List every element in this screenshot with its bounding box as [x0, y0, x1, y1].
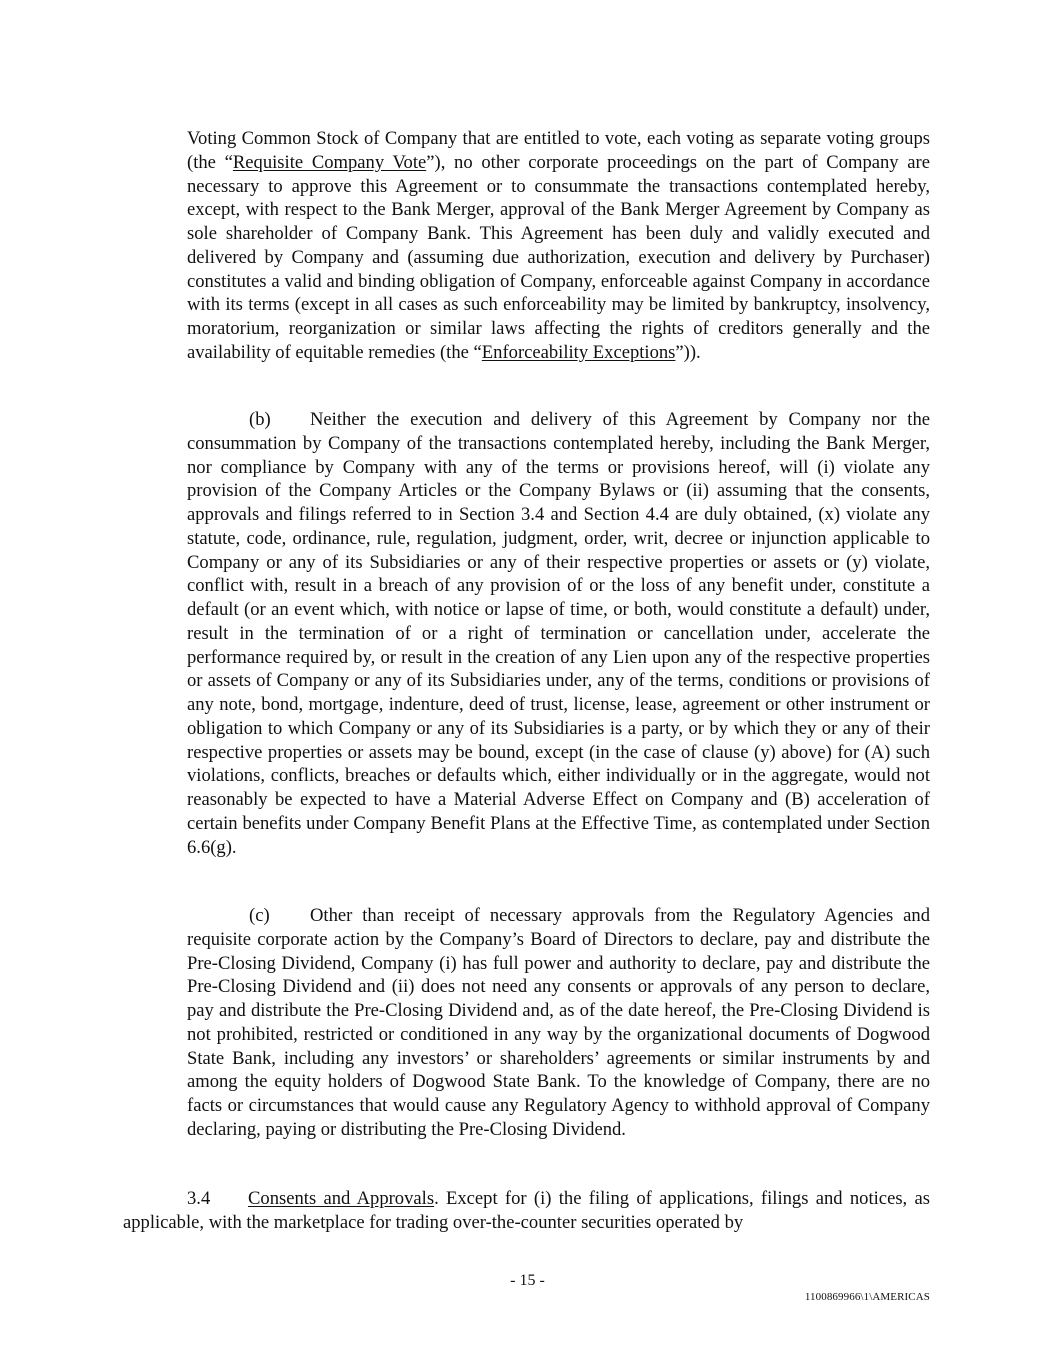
paragraph-3-3-a-continued	[187, 127, 930, 365]
paragraph-text: Neither the execution and delivery of this Agreement by Company nor the consummation by Company of the transactions contemplated hereby, including the Bank Merger, nor compliance by Company with any of the terms or provisions hereof, will (i) violate any provision of the Company Articles or the Company Bylaws or (ii) assuming that the consents, approvals and filings referred to in Section 3.4 and Section 4.4 are duly obtained, (x) violate any statute, code, ordinance, rule, regulation, judgment, order, writ, decree or injunction applicable to Company or any of its Subsidiaries or any of their respective properties or assets or (y) violate, conflict with, result in a breach of any provision of or the loss of any benefit under, constitute a default (or an event which, with notice or lapse of time, or both, would constitute a default) under, result in the termination of or a right of termination or cancellation under, accelerate the performance required by, or result in the creation of any Lien upon any of the respective properties or assets of Company or any of its Subsidiaries under, any of the terms, conditions or provisions of any note, bond, mortgage, indenture, deed of trust, license, lease, agreement or other instrument or obligation to which Company or any of its Subsidiaries is a party, or by which they or any of their respective properties or assets may be bound, except (in the case of clause (y) above) for (A) such violations, conflicts, breaches or defaults which, either individually or in the aggregate, would not reasonably be expected to have a Material Adverse Effect on Company and (B) acceleration of certain benefits under Company Benefit Plans at the Effective Time, as contemplated under Section 6.6(g).	[187, 409, 930, 858]
defined-term-requisite-company-vote: Requisite Company Vote	[232, 151, 427, 173]
defined-term-enforceability-exceptions: Enforceability Exceptions	[481, 341, 676, 363]
document-id: 1100869966\1\AMERICAS	[804, 1291, 930, 1303]
section-number: 3.4	[187, 1188, 211, 1209]
paragraph-text: . Except for (i) the filing of applications, filings and notices, as applicable, with the marketplace for trading over-the-counter securities operated by	[123, 1188, 930, 1233]
section-3-4	[123, 1187, 930, 1235]
clause-label-b: (b)	[249, 409, 271, 430]
page-number: - 15 -	[510, 1272, 545, 1289]
clause-label-c: (c)	[249, 905, 270, 926]
paragraph-text: ”), no other corporate proceedings on the part of Company are necessary to approve this Agreement or to consummate the transactions contemplated hereby, except, with respect to the Bank Merger, approval of the Bank Merger Agreement by Company as sole shareholder of Company Bank. This Agreement has been duly and validly executed and delivered by Company and (assuming due authorization, execution and delivery by Purchaser) constitutes a valid and binding obligation of Company, enforceable against Company in accordance with its terms (except in all cases as such enforceability may be limited by bankruptcy, insolvency, moratorium, reorganization or similar laws affecting the rights of creditors generally and the availability of equitable remedies (the “	[187, 151, 930, 363]
paragraph-text: Voting Common Stock of Company that are entitled to vote, each voting as separate voting groups (the “	[187, 128, 930, 173]
paragraph-text: ”)).	[675, 341, 701, 363]
section-heading: Consents and Approvals	[248, 1188, 435, 1209]
paragraph-3-3-b	[187, 408, 930, 859]
paragraph-3-3-c	[187, 904, 930, 1142]
paragraph-text: Other than receipt of necessary approvals from the Regulatory Agencies and requisite corporate action by the Company’s Board of Directors to declare, pay and distribute the Pre-Closing Dividend, Company (i) has full power and authority to declare, pay and distribute the Pre-Closing Dividend and (ii) does not need any consents or approvals of any person to declare, pay and distribute the Pre-Closing Dividend and, as of the date hereof, the Pre-Closing Dividend is not prohibited, restricted or conditioned in any way by the organizational documents of Dogwood State Bank, including any investors’ or shareholders’ agreements or similar instruments by and among the equity holders of Dogwood State Bank. To the knowledge of Company, there are no facts or circumstances that would cause any Regulatory Agency to withhold approval of Company declaring, paying or distributing the Pre-Closing Dividend.	[187, 905, 930, 1140]
